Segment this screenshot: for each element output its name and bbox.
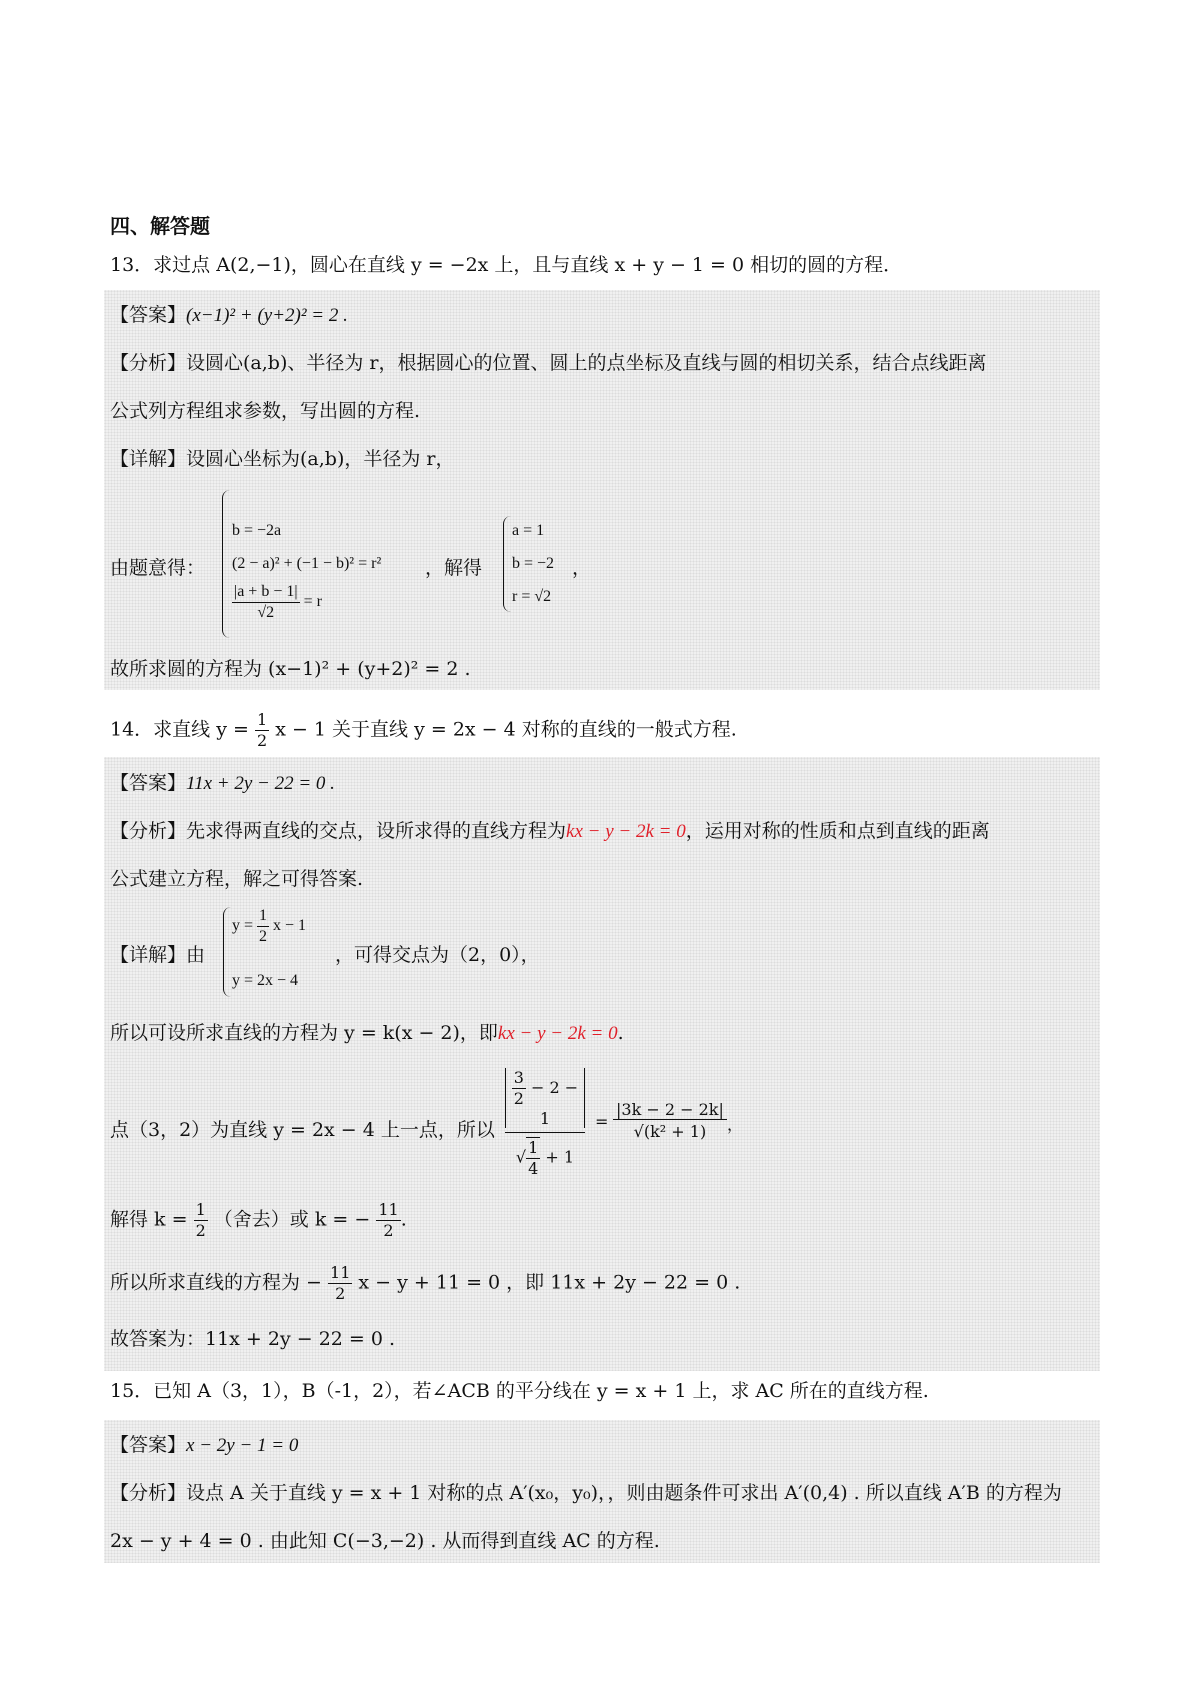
q15-answer: x − 2y − 1 = 0: [186, 1435, 299, 1456]
q13-detail-line: [110, 446, 455, 472]
q13-system-prefix: 由题意得：: [110, 557, 206, 579]
q14-line3-lden-frac-den: 4: [528, 1159, 539, 1178]
q15-analysis-label: 【分析】: [110, 1482, 187, 1504]
q14-line-5: [110, 1263, 740, 1304]
q13-detail-label: 【详解】: [110, 448, 187, 470]
q14-line3-rnum: |3k − 2 − 2k|: [613, 1100, 727, 1120]
q13-question: 13．求过点 A(2,−1)，圆心在直线 y = −2x 上，且与直线 x + y − 1 = 0 相切的圆的方程．: [110, 254, 903, 276]
q14-sys1-frac-den: 2: [259, 928, 268, 945]
q13-conclusion: 故所求圆的方程为 (x−1)² + (y+2)² = 2 .: [110, 658, 471, 680]
q14-line-4: [110, 1200, 407, 1241]
q14-detail-label-line: [110, 942, 205, 968]
q15-analysis-line-2: 2x − y + 4 = 0 . 由此知 C(−3,−2) . 从而得到直线 AC 的方程.: [110, 1530, 660, 1552]
q14-detail-label: 【详解】: [110, 944, 187, 966]
q14-line5-post: x − y + 11 = 0 ，即 11x + 2y − 22 = 0 .: [358, 1271, 741, 1294]
q14-line3-right: [613, 1100, 727, 1141]
q14-analysis-red: kx − y − 2k = 0: [566, 821, 686, 842]
q14-line3-post: ，: [727, 1115, 744, 1134]
q13-solve-suffix: ，: [572, 557, 592, 579]
q14-line5-f-den: 2: [335, 1284, 346, 1303]
q14-sys-eq2: y = 2x − 4: [232, 972, 299, 989]
q14-analysis-text-post: ，运用对称的性质和点到直线的距离: [685, 820, 990, 842]
q13-analysis-label: 【分析】: [110, 352, 187, 374]
q13-system-eq2: (2 − a)² + (−1 − b)² = r²: [232, 555, 382, 572]
q13-analysis-line-1: [110, 350, 987, 376]
q14-line2-post: .: [617, 1022, 624, 1044]
q14-line-2: [110, 1020, 624, 1047]
q13-analysis-line-2: 公式列方程组求参数，写出圆的方程.: [110, 400, 421, 422]
q14-answer-label: 【答案】: [110, 772, 187, 794]
q13-system-eq1: b = −2a: [232, 522, 282, 539]
q13-solve-eq1: a = 1: [512, 522, 545, 539]
q13-system-brace: [222, 490, 231, 638]
q14-line4-post: .: [400, 1208, 407, 1231]
q13-solve-brace: [503, 516, 512, 612]
q14-system-brace: [223, 907, 232, 997]
q14-answer: 11x + 2y − 22 = 0 .: [186, 773, 335, 794]
q14-line3-lnum-frac-den: 2: [513, 1089, 524, 1108]
q15-question: 15．已知 A（3，1），B（-1，2），若∠ACB 的平分线在 y = x + 1 上，求 AC 所在的直线方程.: [110, 1380, 929, 1402]
q14-line4-pre: 解得 k =: [110, 1208, 188, 1231]
q14-line3-left: $\frac{3}{2}$ − 2 − 1 √ $\frac{1}{4}$ + 1: [505, 1068, 585, 1179]
q14-sys1-pre: y =: [232, 917, 254, 935]
q13-system-eq3-rhs: = r: [303, 593, 322, 611]
q14-line4-mid: （舍去）或 k = −: [213, 1208, 371, 1231]
q14-line3-lden-frac-num: 1: [528, 1138, 539, 1157]
q13-solve-label: ，解得: [425, 557, 483, 579]
q14-line3-lden-rest: + 1: [545, 1147, 575, 1167]
q13-system-eq3-num: |a + b − 1|: [232, 582, 300, 603]
q13-solve-eq3: r = √2: [512, 588, 552, 605]
q14-line2-red: kx − y − 2k = 0: [497, 1023, 618, 1044]
q14-question-pre: 14．求直线 y =: [110, 718, 249, 741]
q14-detail-prefix: 由: [186, 944, 206, 966]
q14-line3-rden: √(k² + 1): [633, 1122, 707, 1141]
q14-line-3-fraction: [505, 1068, 755, 1178]
q14-line4-f2-num: 11: [378, 1200, 399, 1219]
section-title: 四、解答题: [110, 214, 210, 238]
q14-analysis-line-1: [110, 818, 990, 845]
q14-line4-f2-den: 2: [383, 1221, 394, 1240]
q14-question-frac-den: 2: [256, 731, 268, 750]
q14-line5-f-num: 11: [330, 1263, 351, 1282]
q15-answer-label: 【答案】: [110, 1434, 187, 1456]
q13-system-eq3-den: √2: [257, 604, 275, 621]
q14-answer-line: [110, 770, 335, 797]
q13-answer-line: [110, 302, 348, 329]
q13-detail-text: 设圆心坐标为(a,b)，半径为 r，: [186, 448, 455, 470]
q13-solve-eq2: b = −2: [512, 555, 555, 572]
q14-line4-f1-den: 2: [195, 1221, 206, 1240]
q15-answer-line: [110, 1432, 298, 1459]
q14-line3-eq: =: [595, 1112, 609, 1131]
q14-detail-suffix: ，可得交点为（2，0），: [335, 944, 540, 966]
q14-analysis-line-2: 公式建立方程，解之可得答案.: [110, 868, 364, 890]
q14-sys1-post: x − 1: [273, 917, 307, 935]
q14-question: [110, 710, 737, 751]
q14-line-3-pre: 点（3，2）为直线 y = 2x − 4 上一点，所以: [110, 1119, 495, 1141]
q15-analysis-text-1: 设点 A 关于直线 y = x + 1 对称的点 A′(x₀，y₀)，，则由题条件可求出 A′(0,4) . 所以直线 A′B 的方程为: [186, 1482, 1062, 1504]
q13-answer: (x−1)² + (y+2)² = 2 .: [186, 305, 348, 326]
q14-sys-eq1: [232, 906, 306, 947]
q14-analysis-label: 【分析】: [110, 820, 187, 842]
q14-line-6: 故答案为：11x + 2y − 22 = 0 .: [110, 1328, 396, 1350]
q14-line4-f1-num: 1: [195, 1200, 206, 1219]
q13-answer-label: 【答案】: [110, 304, 187, 326]
q13-system-eq3: [232, 582, 322, 623]
q14-sys1-frac-num: 1: [257, 906, 269, 927]
q14-line2-pre: 所以可设所求直线的方程为 y = k(x − 2)，即: [110, 1022, 498, 1044]
q13-analysis-text-1: 设圆心(a,b)、半径为 r，根据圆心的位置、圆上的点坐标及直线与圆的相切关系，结合点线距离: [186, 352, 987, 374]
q14-question-frac-num: 1: [256, 710, 268, 729]
q14-line3-lnum-frac-num: 3: [513, 1068, 524, 1087]
q14-line5-pre: 所以所求直线的方程为 −: [110, 1271, 322, 1294]
q14-analysis-text-pre: 先求得两直线的交点，设所求得的直线方程为: [186, 820, 567, 842]
q15-analysis-line-1: [110, 1480, 1062, 1506]
q14-question-post: x − 1 关于直线 y = 2x − 4 对称的直线的一般式方程.: [275, 718, 737, 741]
q14-line3-lnum-rest: − 2 − 1: [531, 1078, 579, 1128]
